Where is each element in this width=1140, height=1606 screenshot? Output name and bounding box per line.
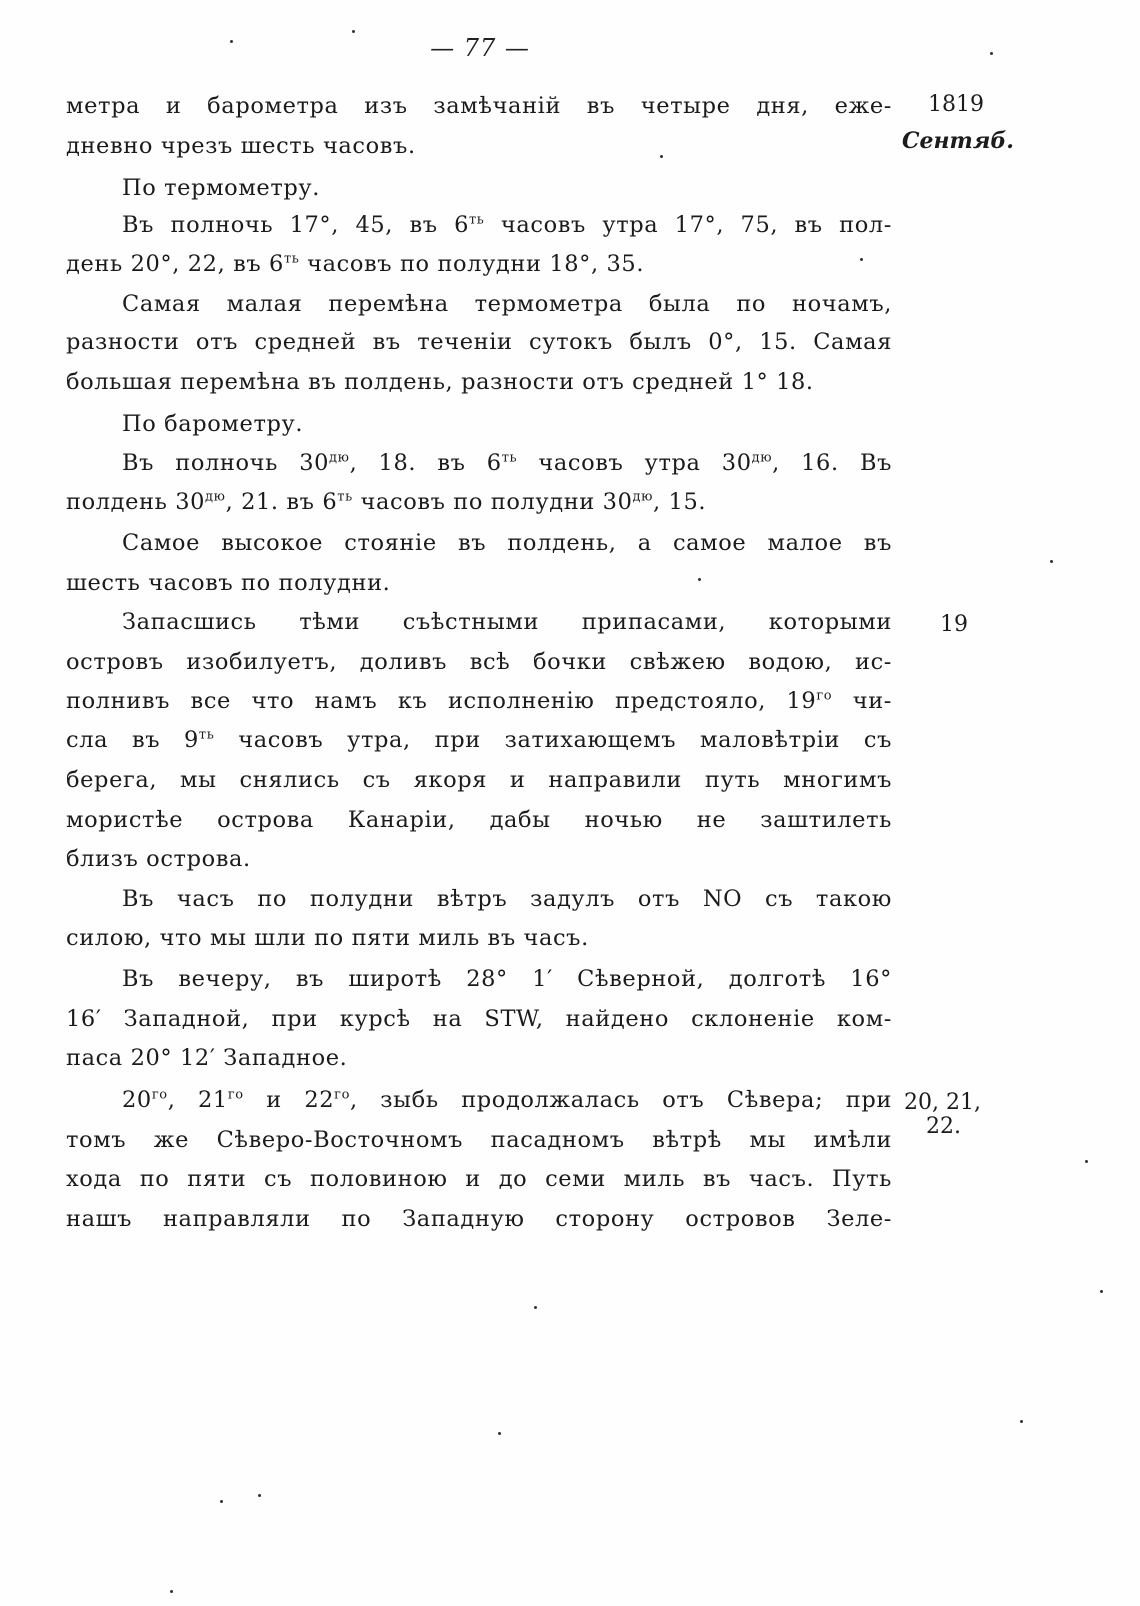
text-line: нашъ направляли по Западную сторону островов Зеле- bbox=[66, 1206, 892, 1232]
margin-days-20-21: 20, 21, bbox=[904, 1090, 981, 1115]
text-line: Въ полночь $30^{дю}$, 18. въ $6^{ть}$ часовъ утра $30^{дю}$, 16. Въ bbox=[122, 450, 892, 476]
margin-day-19: 19 bbox=[940, 612, 968, 637]
text-line: мористѣе острова Канаріи, дабы ночью не заштилеть bbox=[66, 807, 892, 833]
text-line: $20^{го}$, $21^{го}$ и $22^{го}$, зыбь продолжалась отъ Сѣвера; при bbox=[122, 1087, 892, 1113]
text-line: Запасшись тѣми съѣстными припасами, которыми bbox=[122, 609, 892, 635]
text-line: Въ полночь 17°, 45, въ $6^{ть}$ часовъ утра 17°, 75, въ пол- bbox=[122, 212, 892, 238]
text-line: силою, что мы шли по пяти миль въ часъ. bbox=[66, 925, 589, 951]
text-line: метра и барометра изъ замѣчаній въ четыре дня, еже- bbox=[66, 93, 892, 119]
text-line: томъ же Сѣверо-Восточномъ пасадномъ вѣтрѣ мы имѣли bbox=[66, 1127, 892, 1153]
text-line: шесть часовъ по полудни. bbox=[66, 570, 391, 596]
text-line: полдень $30^{дю}$, 21. въ $6^{ть}$ часовъ по полудни $30^{дю}$, 15. bbox=[66, 489, 707, 515]
scan-speck bbox=[698, 578, 701, 581]
text-line: Въ вечеру, въ широтѣ 28° 1′ Сѣверной, долготѣ 16° bbox=[122, 966, 892, 992]
scan-speck bbox=[230, 40, 233, 43]
scan-speck bbox=[860, 258, 863, 261]
margin-day-22: 22. bbox=[926, 1114, 961, 1139]
margin-year: 1819 bbox=[928, 92, 984, 117]
scan-speck bbox=[990, 52, 993, 55]
scan-speck bbox=[498, 1432, 501, 1435]
scan-speck bbox=[1050, 560, 1053, 563]
text-line: полнивъ все что намъ къ исполненію предстояло, $19^{го}$ чи- bbox=[66, 688, 892, 714]
text-line: берега, мы снялись съ якоря и направили путь многимъ bbox=[66, 767, 892, 793]
margin-month: Сентяб. bbox=[902, 128, 1014, 154]
page-number: — 77 — bbox=[430, 34, 530, 62]
text-line: сла въ $9^{ть}$ часовъ утра, при затихающемъ маловѣтріи съ bbox=[66, 727, 892, 753]
scan-speck bbox=[1020, 1420, 1023, 1423]
text-line: Самое высокое стояніе въ полдень, а самое малое въ bbox=[122, 530, 892, 556]
scan-speck bbox=[170, 1590, 173, 1593]
scan-speck bbox=[660, 155, 663, 158]
text-line: большая перемѣна въ полдень, разности отъ средней 1° 18. bbox=[66, 369, 814, 395]
text-line: близъ острова. bbox=[66, 846, 251, 872]
text-line: островъ изобилуетъ, доливъ всѣ бочки свѣжею водою, ис- bbox=[66, 649, 892, 675]
text-line: дневно чрезъ шесть часовъ. bbox=[66, 133, 416, 159]
scan-speck bbox=[1085, 1160, 1088, 1163]
text-line: день 20°, 22, въ $6^{ть}$ часовъ по полудни 18°, 35. bbox=[66, 251, 645, 277]
text-line: Въ часъ по полудни вѣтръ задулъ отъ NO съ такою bbox=[122, 886, 892, 912]
scan-speck bbox=[1100, 1290, 1103, 1293]
scan-speck bbox=[534, 1306, 537, 1309]
text-line: разности отъ средней въ теченіи сутокъ былъ 0°, 15. Самая bbox=[66, 329, 892, 355]
text-line: паса 20° 12′ Западное. bbox=[66, 1045, 348, 1071]
text-line: По термометру. bbox=[122, 175, 320, 201]
text-line: Самая малая перемѣна термометра была по ночамъ, bbox=[122, 291, 892, 317]
scan-speck bbox=[220, 1500, 223, 1503]
scan-speck bbox=[352, 30, 355, 33]
text-line: По барометру. bbox=[122, 411, 304, 437]
scan-speck bbox=[258, 1494, 261, 1497]
text-line: хода по пяти съ половиною и до семи миль въ часъ. Путь bbox=[66, 1166, 892, 1192]
text-line: 16′ Западной, при курсѣ на STW, найдено склоненіе ком- bbox=[66, 1006, 892, 1032]
